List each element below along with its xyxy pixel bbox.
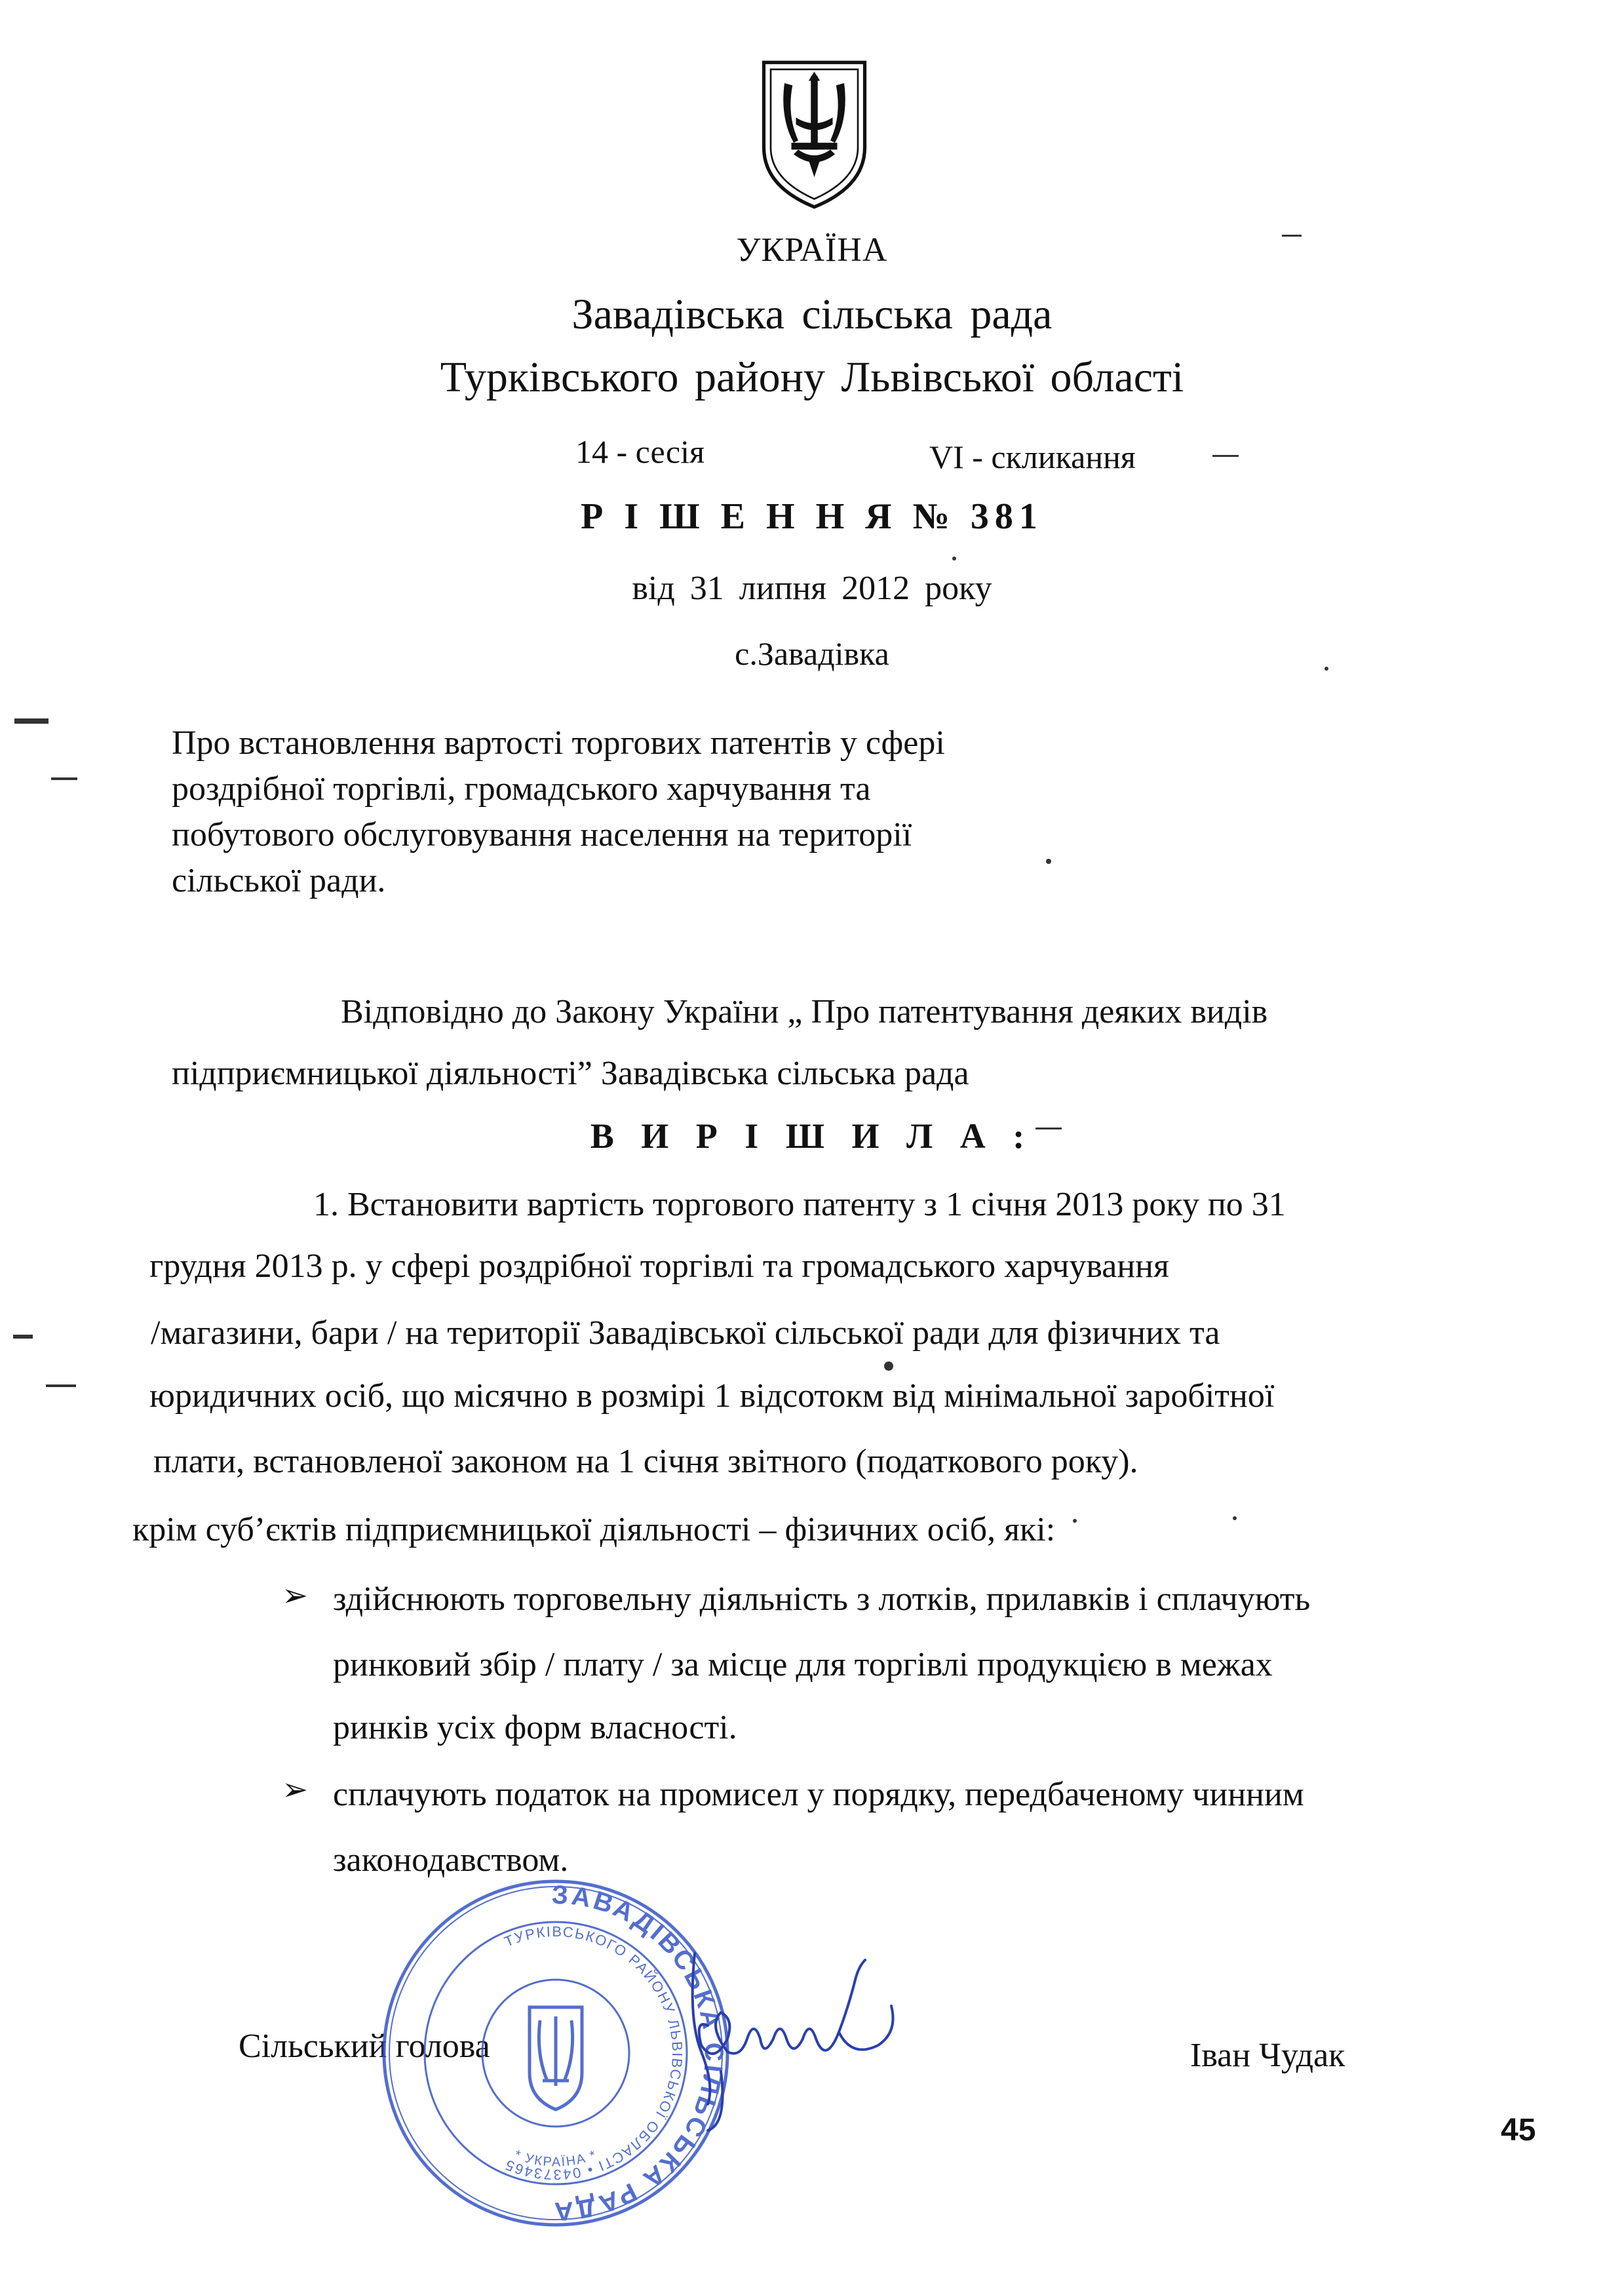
bullet-line: ринків усіх форм власності.: [333, 1709, 737, 1746]
signer-name: Іван Чудак: [1190, 2037, 1345, 2074]
preamble-line: підприємницької діяльності” Завадівська сільська рада: [172, 1055, 969, 1092]
decision-date: від 31 липня 2012 року: [632, 570, 992, 607]
item-line: 1. Встановити вартість торгового патенту з 1 січня 2013 року по 31: [313, 1186, 1286, 1223]
item-line: плати, встановленої законом на 1 січня звітного (податкового року).: [153, 1443, 1138, 1480]
council-name: Завадівська сільська рада: [571, 290, 1053, 338]
svg-text:* УКРАЇНА *: * УКРАЇНА *: [512, 2148, 600, 2170]
bullet-line: ринковий збір / плату / за місце для торгівлі продукцією в межах: [333, 1646, 1273, 1683]
decision-place: с.Завадівка: [735, 635, 889, 672]
preamble-line: Відповідно до Закону України „ Про патентування деяких видів: [341, 993, 1268, 1030]
bullet-line: законодавством.: [333, 1841, 569, 1879]
svg-text:ТУРКІВСЬКОГО РАЙОНУ ЛЬВІВСЬКОЇ: ТУРКІВСЬКОГО РАЙОНУ ЛЬВІВСЬКОЇ ОБЛАСТІ • 04373465: [501, 1923, 686, 2184]
resolved-heading: В И Р І Ш И Л А :: [590, 1116, 1034, 1156]
exception-line: крім суб’єктів підприємницької діяльності – фізичних осіб, які:: [132, 1511, 1056, 1548]
item-line: юридичних осіб, що місячно в розмірі 1 відсотокм від мінімальної заробітної: [149, 1377, 1275, 1415]
country-name: УКРАЇНА: [736, 231, 888, 269]
council-district: Турківського району Львівської області: [440, 353, 1184, 401]
subject-line: роздрібної торгівлі, громадського харчування та: [172, 770, 871, 808]
bullet-line: здійснюють торговельну діяльність з лотків, прилавків і сплачують: [333, 1580, 1311, 1618]
arrow-bullet-icon: ➢: [282, 1579, 309, 1613]
arrow-bullet-icon: ➢: [282, 1773, 309, 1807]
svg-text:ЗАВАДІВСЬКА СІЛЬСЬКА РАДА: ЗАВАДІВСЬКА СІЛЬСЬКА РАДА: [551, 1880, 729, 2226]
subject-line: побутового обслуговування населення на території: [172, 816, 912, 853]
page-number: 45: [1501, 2113, 1536, 2148]
convocation-number: VI - скликання: [929, 439, 1136, 475]
item-line: грудня 2013 р. у сфері роздрібної торгівлі та громадського харчування: [149, 1247, 1169, 1285]
bullet-line: сплачують податок на промисел у порядку, передбаченому чинним: [333, 1776, 1304, 1813]
item-line: /магазини, бари / на території Завадівської сільської ради для фізичних та: [151, 1314, 1220, 1352]
signer-role: Сільський голова: [239, 2028, 490, 2065]
decision-title: Р І Ш Е Н Н Я № 381: [581, 496, 1043, 537]
session-number: 14 - сесія: [575, 433, 705, 470]
subject-line: Про встановлення вартості торгових патентів у сфері: [172, 724, 945, 762]
subject-line: сільської ради.: [172, 862, 386, 899]
